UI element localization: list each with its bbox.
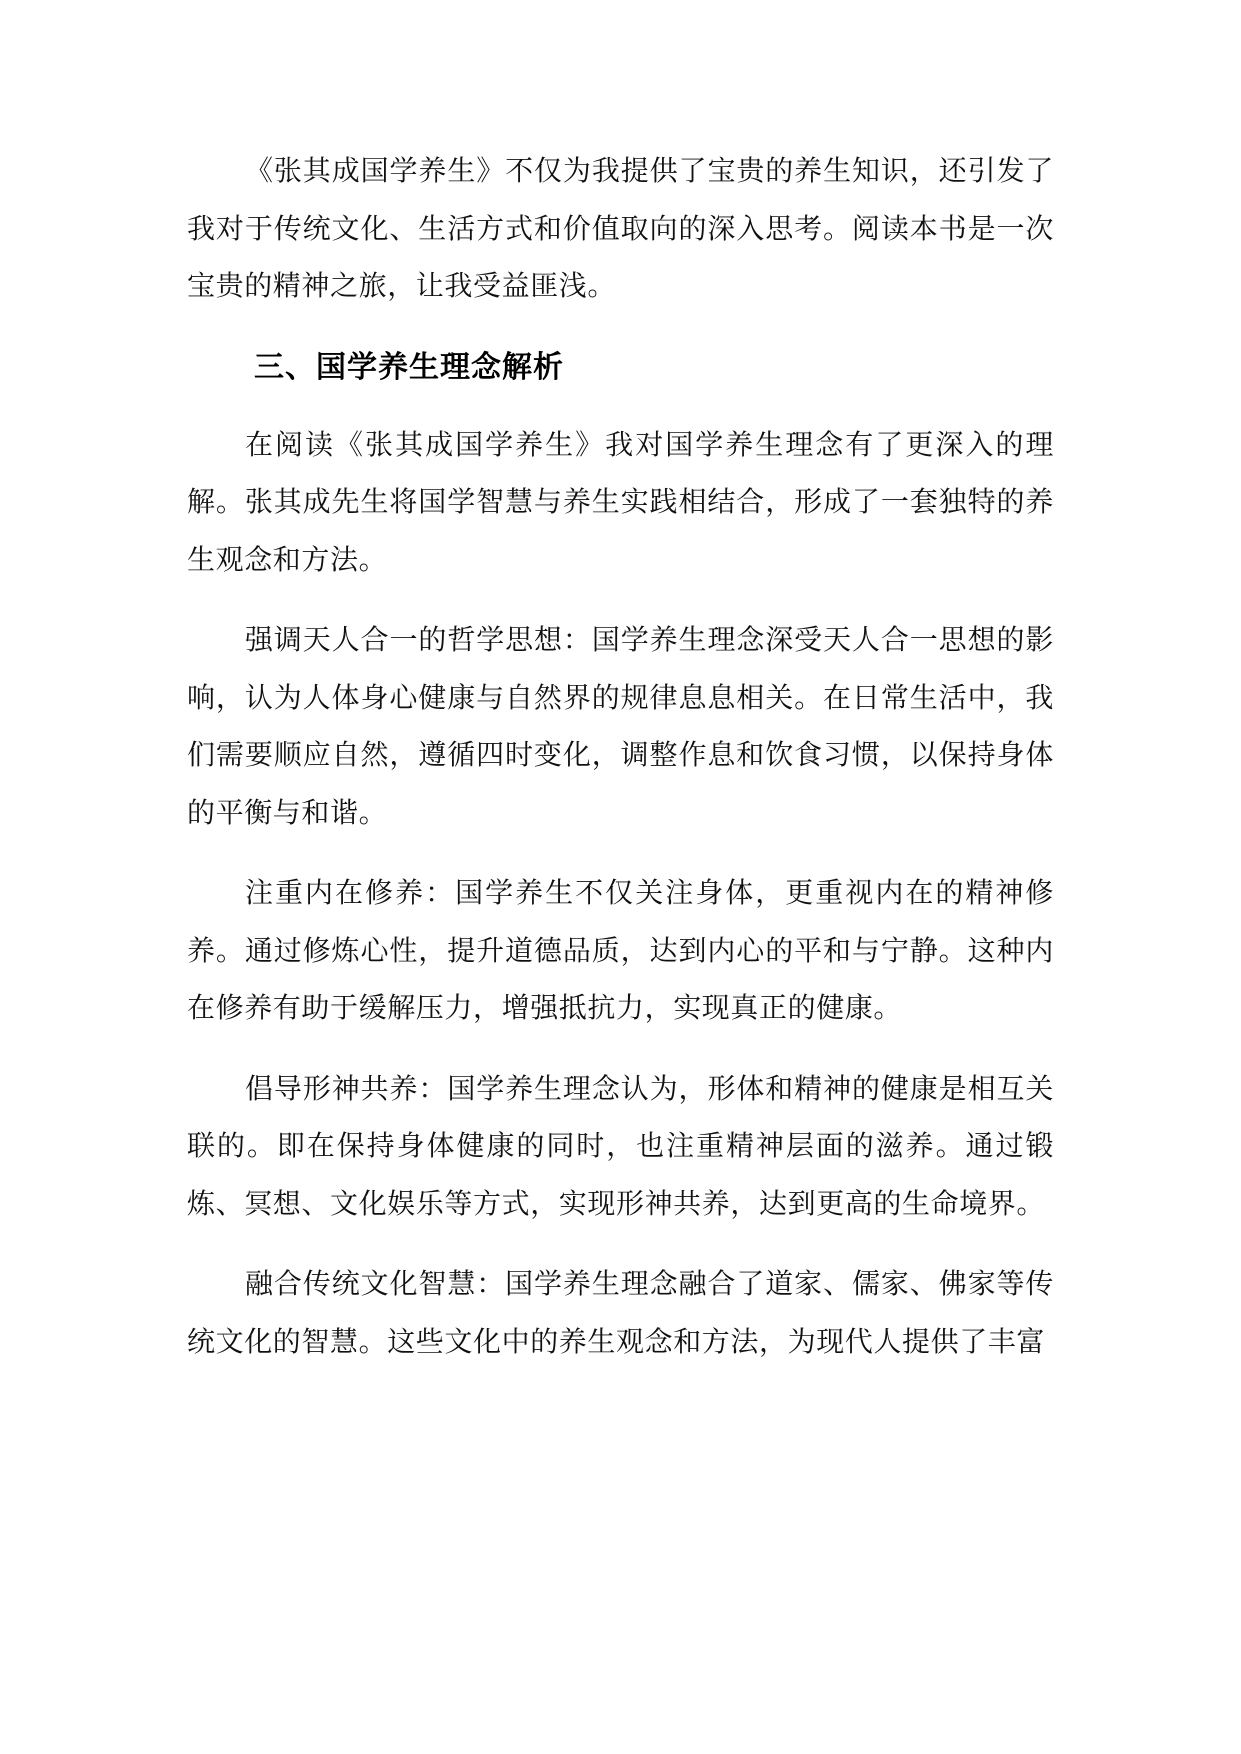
- paragraph-overview: 在阅读《张其成国学养生》我对国学养生理念有了更深入的理解。张其成先生将国学智慧与养生实践相结合，形成了一套独特的养生观念和方法。: [187, 427, 1054, 576]
- section-heading: 三、国学养生理念解析: [254, 349, 564, 385]
- intro-paragraph: 《张其成国学养生》不仅为我提供了宝贵的养生知识，还引发了我对于传统文化、生活方式和价值取向的深入思考。阅读本书是一次宝贵的精神之旅，让我受益匪浅。: [187, 154, 1054, 302]
- paragraph-body-spirit: 倡导形神共养：国学养生理念认为，形体和精神的健康是相互关联的。即在保持身体健康的同时，也注重精神层面的滋养。通过锻炼、冥想、文化娱乐等方式，实现形神共养，达到更高的生命境界。: [187, 1071, 1054, 1220]
- paragraph-inner-cultivation: 注重内在修养：国学养生不仅关注身体，更重视内在的精神修养。通过修炼心性，提升道德品质，达到内心的平和与宁静。这种内在修养有助于缓解压力，增强抵抗力，实现真正的健康。: [187, 876, 1054, 1024]
- paragraph-traditional-wisdom: 融合传统文化智慧：国学养生理念融合了道家、儒家、佛家等传统文化的智慧。这些文化中的养生观念和方法，为现代人提供了丰富: [187, 1267, 1054, 1358]
- document-body: [187, 142, 1054, 1393]
- paragraph-harmony-with-nature: 强调天人合一的哲学思想：国学养生理念深受天人合一思想的影响，认为人体身心健康与自然界的规律息息相关。在日常生活中，我们需要顺应自然，遵循四时变化，调整作息和饮食习惯，以保持身体的平衡与和谐。: [187, 623, 1054, 829]
